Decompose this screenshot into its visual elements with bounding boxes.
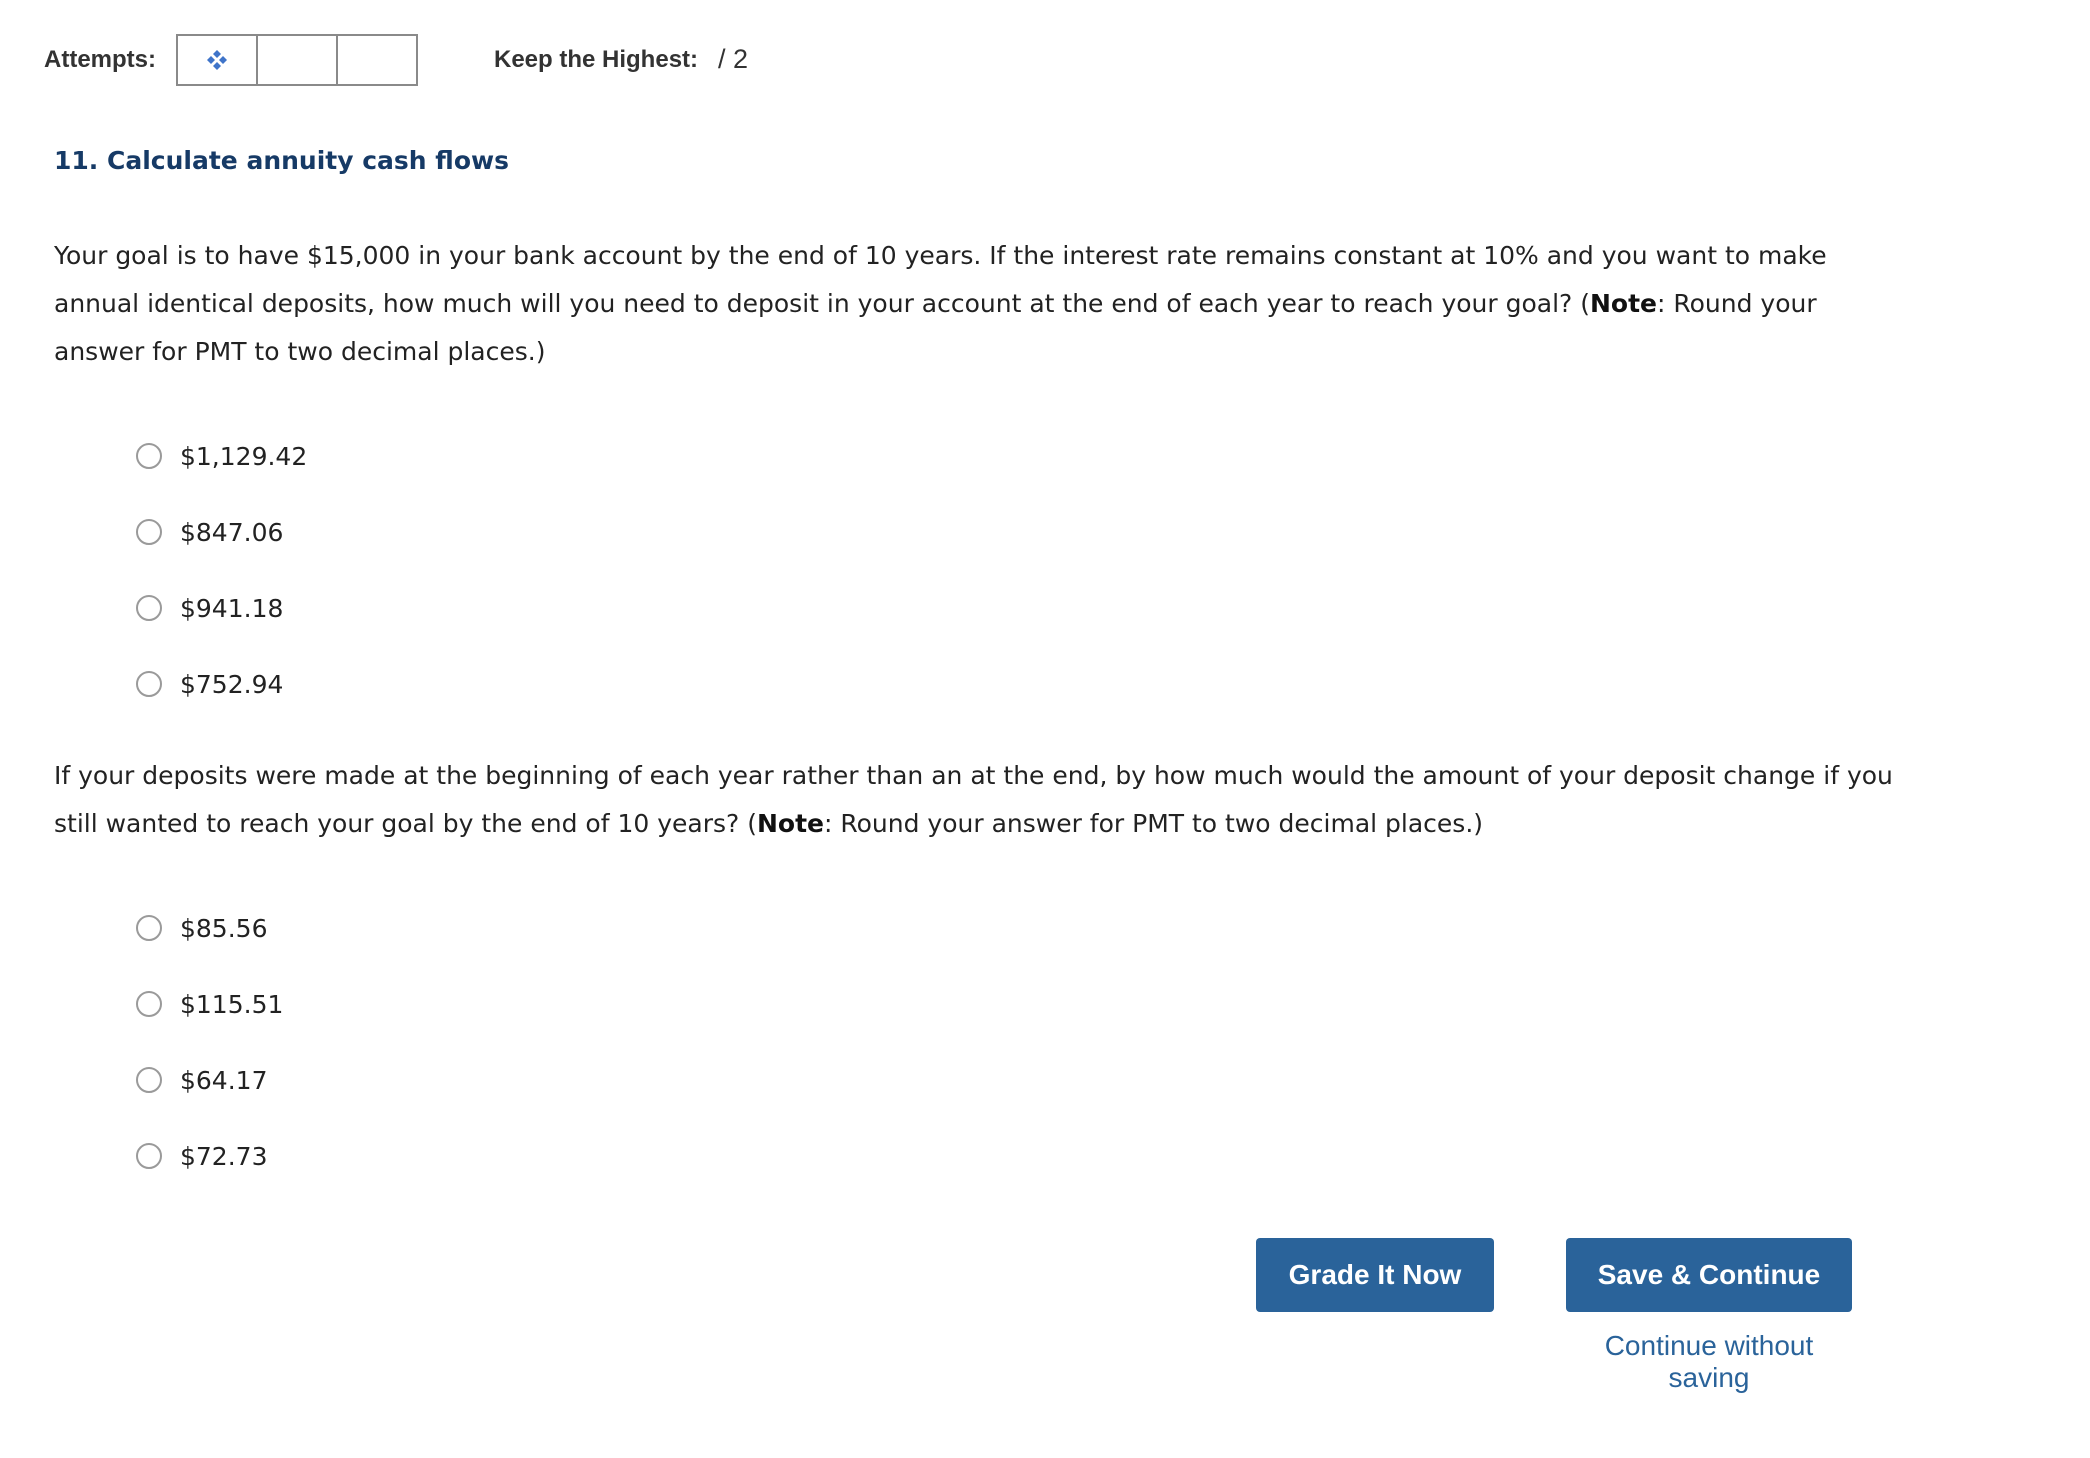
radio-button[interactable] [136,915,162,941]
radio-button[interactable] [136,1143,162,1169]
attempts-bar [44,34,418,86]
prompt-2-note-text: : Round your answer for PMT to two decimal places.) [823,809,1484,838]
radio-button[interactable] [136,595,162,621]
radio-button[interactable] [136,1067,162,1093]
answer-option-label: $941.18 [180,593,284,623]
question-prompt-1 [54,232,1914,376]
radio-button[interactable] [136,519,162,545]
question-title: 11. Calculate annuity cash flows [54,146,509,175]
attempt-box-3 [338,36,416,84]
diamond-dots-icon [205,48,229,72]
answer-option[interactable] [136,418,307,494]
answer-option[interactable] [136,570,307,646]
answer-option-label: $1,129.42 [180,441,308,471]
answer-options-1 [136,418,307,722]
answer-option[interactable] [136,1042,283,1118]
answer-option[interactable] [136,966,283,1042]
continue-without-saving-link[interactable]: Continue without saving [1604,1330,1814,1393]
prompt-1-note-label: Note [1590,289,1658,318]
answer-option[interactable] [136,494,307,570]
radio-button[interactable] [136,443,162,469]
answer-option-label: $115.51 [180,989,284,1019]
answer-option-label: $847.06 [180,517,284,547]
keep-highest-score: / 2 [718,44,749,74]
prompt-2-note-label: Note [756,809,824,838]
answer-option-label: $752.94 [180,669,284,699]
prompt-2-text: If your deposits were made at the beginning of each year rather than an at the end, by how much would the amount of your deposit change if you still wanted to reach your goal by the end of 10 years? ( [54,761,1893,838]
attempt-boxes [176,34,418,86]
grade-it-now-button[interactable]: Grade It Now [1256,1238,1494,1312]
answer-option-label: $85.56 [180,913,268,943]
answer-option[interactable] [136,890,283,966]
prompt-1-note-text: : Round your answer for PMT to two decimal places.) [54,289,1817,366]
answer-option[interactable] [136,646,307,722]
radio-button[interactable] [136,671,162,697]
answer-option-label: $64.17 [180,1065,268,1095]
answer-option[interactable] [136,1118,283,1194]
save-and-continue-button[interactable]: Save & Continue [1566,1238,1852,1312]
attempts-label: Attempts: [44,46,156,73]
answer-option-label: $72.73 [180,1141,268,1171]
attempt-box-2 [258,36,338,84]
keep-highest-label: Keep the Highest: [494,45,699,73]
answer-options-2 [136,890,283,1194]
keep-highest [494,44,748,75]
prompt-1-text: Your goal is to have $15,000 in your bank account by the end of 10 years. If the interest rate remains constant at 10% and you want to make annual identical deposits, how much will you need to deposit in your account at the end of each year to reach your goal? ( [54,241,1827,318]
radio-button[interactable] [136,991,162,1017]
question-prompt-2 [54,752,1914,848]
attempt-box-1 [178,36,258,84]
